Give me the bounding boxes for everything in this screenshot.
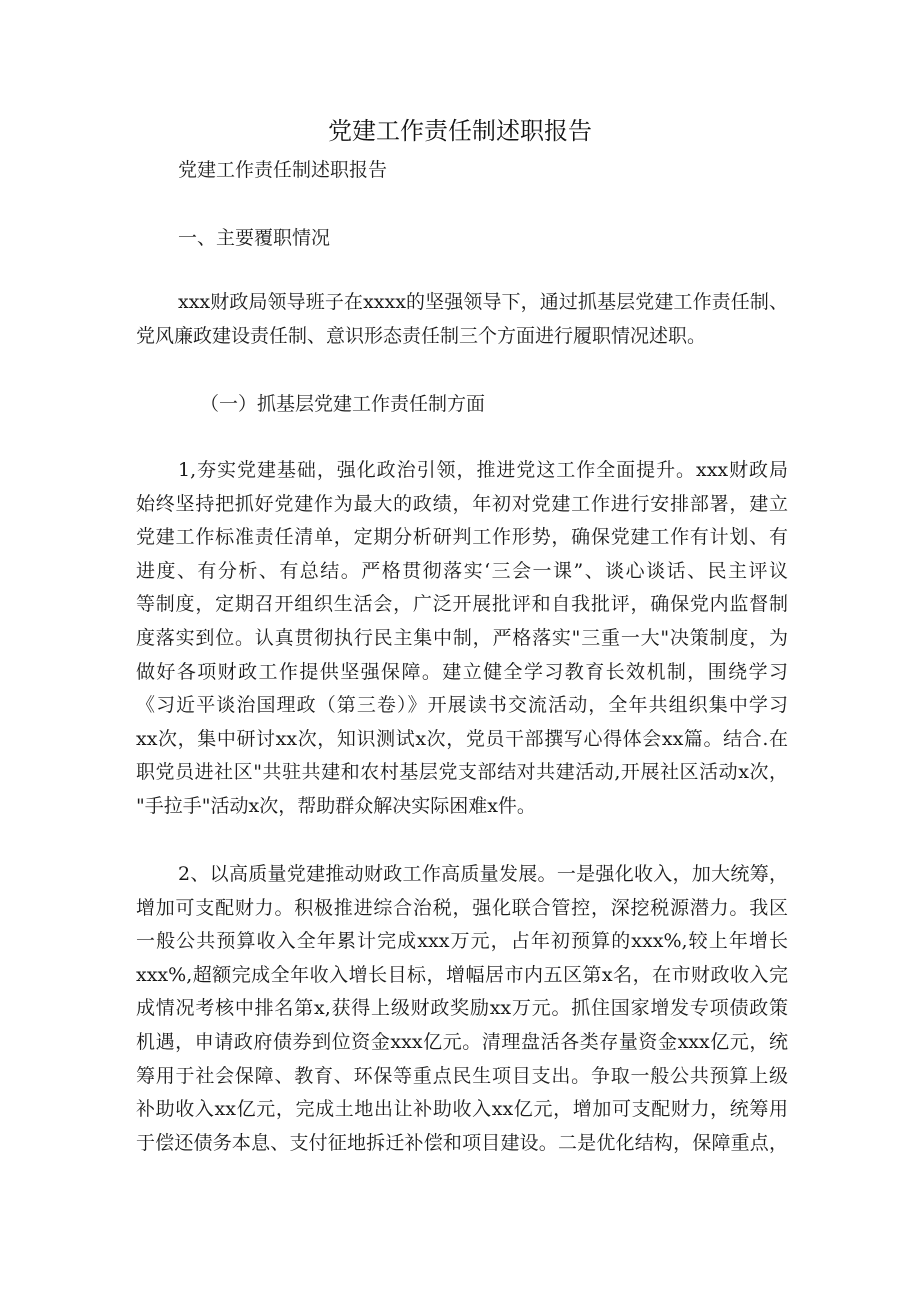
paragraph-line: 职党员进社区"共驻共建和农村基层党支部结对共建活动,开展社区活动x次，: [136, 761, 788, 784]
paragraph-line: "手拉手"活动x次，帮助群众解决实际困难x件。: [136, 794, 536, 817]
paragraph-line: 党建工作标准责任清单，定期分析研判工作形势，确保党建工作有计划、有: [136, 526, 788, 549]
section-heading-block: [136, 222, 788, 256]
document-subtitle-block: [136, 154, 788, 188]
intro-paragraph: [136, 286, 788, 353]
paragraph-line: 做好各项财政工作提供坚强保障。建立健全学习教育长效机制，围绕学习: [136, 660, 788, 683]
paragraph-line: 成情况考核中排名第x,获得上级财政奖励xx万元。抓住国家增发专项债政策: [136, 997, 788, 1020]
paragraph-line: 2、以高质量党建推动财政工作高质量发展。一是强化收入，加大统筹，: [178, 863, 788, 885]
section-heading: 一、主要覆职情况: [178, 227, 331, 249]
paragraph-line: 进度、有分析、有总结。严格贯彻落实‘三会一课”、谈心谈话、民主评议: [136, 559, 788, 582]
paragraph-line: 度落实到位。认真贯彻执行民主集中制，严格落实"三重一大"决策制度，为: [136, 626, 788, 649]
subsection-heading-block: [136, 388, 788, 422]
document-subtitle: 党建工作责任制述职报告: [178, 159, 388, 181]
paragraph-line: 党风廉政建设责任制、意识形态责任制三个方面进行履职情况述职。: [136, 324, 707, 347]
paragraph-2: [136, 858, 788, 1160]
paragraph-line: xxx%,超额完成全年收入增长目标，增幅居市内五区第x名，在市财政收入完: [136, 963, 788, 986]
paragraph-1: [136, 454, 788, 824]
paragraph-line: 筹用于社会保障、教育、环保等重点民生项目支出。争取一般公共预算上级: [136, 1064, 788, 1087]
paragraph-line: 增加可支配财力。积极推进综合治税，强化联合管控，深挖税源潜力。我区: [136, 896, 788, 919]
subsection-heading: （一）抓基层党建工作责任制方面: [200, 393, 486, 415]
paragraph-line: 一般公共预算收入全年累计完成xxx万元，占年初预算的xxx%,较上年增长: [136, 930, 788, 953]
paragraph-line: 等制度，定期召开组织生活会，广泛开展批评和自我批评，确保党内监督制: [136, 593, 788, 616]
paragraph-line: 补助收入xx亿元，完成土地出让补助收入xx亿元，增加可支配财力，统筹用: [136, 1098, 788, 1121]
paragraph-line: 1,夯实党建基础，强化政治引领，推进党这工作全面提升。xxx财政局: [178, 459, 788, 481]
paragraph-line: 始终坚持把抓好党建作为最大的政绩，年初对党建工作进行安排部署，建立: [136, 492, 788, 515]
paragraph-line: xxx财政局领导班子在xxxx的坚强领导下，通过抓基层党建工作责任制、: [178, 291, 788, 313]
paragraph-line: 《习近平谈治国理政（第三卷）》开展读书交流活动，全年共组织集中学习: [136, 694, 788, 717]
paragraph-line: 机遇，申请政府债券到位资金xxx亿元。清理盘活各类存量资金xxx亿元，统: [136, 1030, 788, 1053]
document-title: 党建工作责任制述职报告: [328, 117, 592, 145]
paragraph-line: xx次，集中研讨xx次，知识测试x次，党员干部撰写心得体会xx篇。结合.在: [136, 727, 788, 750]
paragraph-line: 于偿还债务本息、支付征地拆迁补偿和项目建设。二是优化结构，保障重点，: [136, 1131, 788, 1154]
